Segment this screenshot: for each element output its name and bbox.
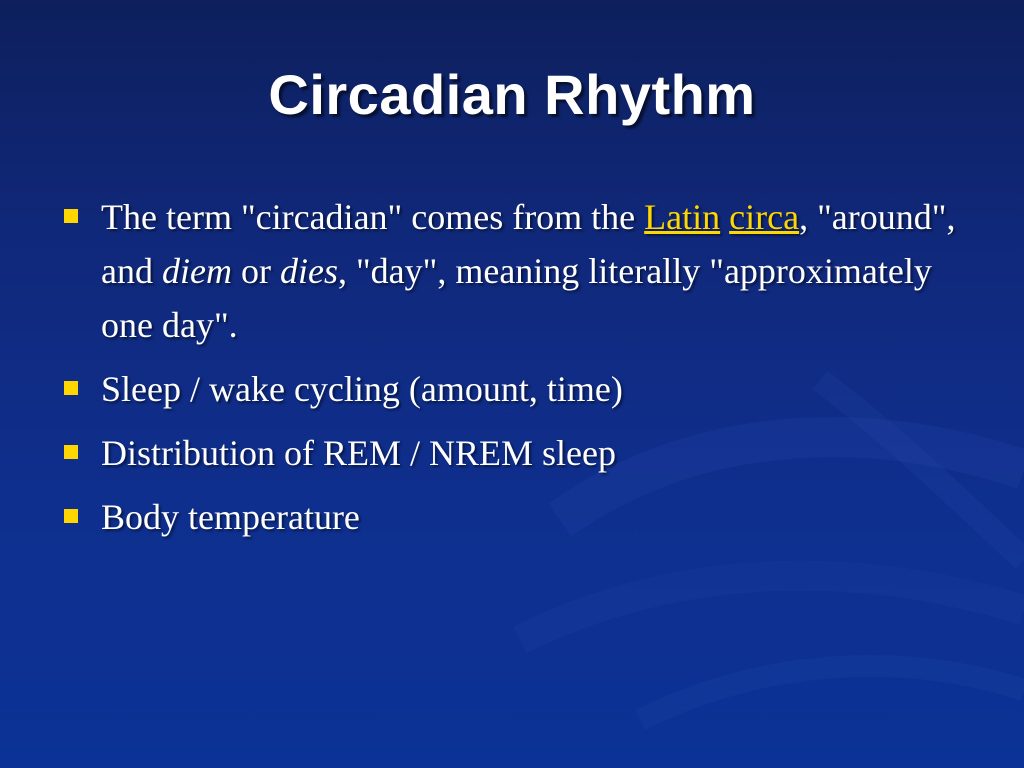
bullet-list (62, 190, 962, 554)
bullet-text: Sleep / wake cycling (amount, time) (101, 369, 623, 409)
square-bullet-icon (64, 209, 78, 223)
bullet-item-sleep-wake (62, 362, 962, 416)
bullet-text: or (231, 251, 280, 291)
bullet-item-body-temperature (62, 490, 962, 544)
bullet-text: Distribution of REM / NREM sleep (101, 433, 616, 473)
square-bullet-icon (64, 509, 78, 523)
square-bullet-icon (64, 381, 78, 395)
bullet-text (720, 197, 729, 237)
bullet-text: , "around", and (101, 197, 956, 291)
bullet-text: , "day", meaning literally "approximately one day". (101, 251, 932, 345)
bullet-item-etymology (62, 190, 962, 352)
latin-link[interactable]: Latin (644, 197, 721, 237)
bullet-item-rem-nrem (62, 426, 962, 480)
square-bullet-icon (64, 445, 78, 459)
italic-term-diem: diem (161, 251, 232, 291)
circa-link[interactable]: circa (729, 197, 800, 237)
slide-title: Circadian Rhythm (268, 63, 756, 126)
italic-term-dies: dies (279, 251, 338, 291)
bullet-text: Body temperature (101, 497, 360, 537)
bullet-text: The term "circadian" comes from the (101, 197, 645, 237)
